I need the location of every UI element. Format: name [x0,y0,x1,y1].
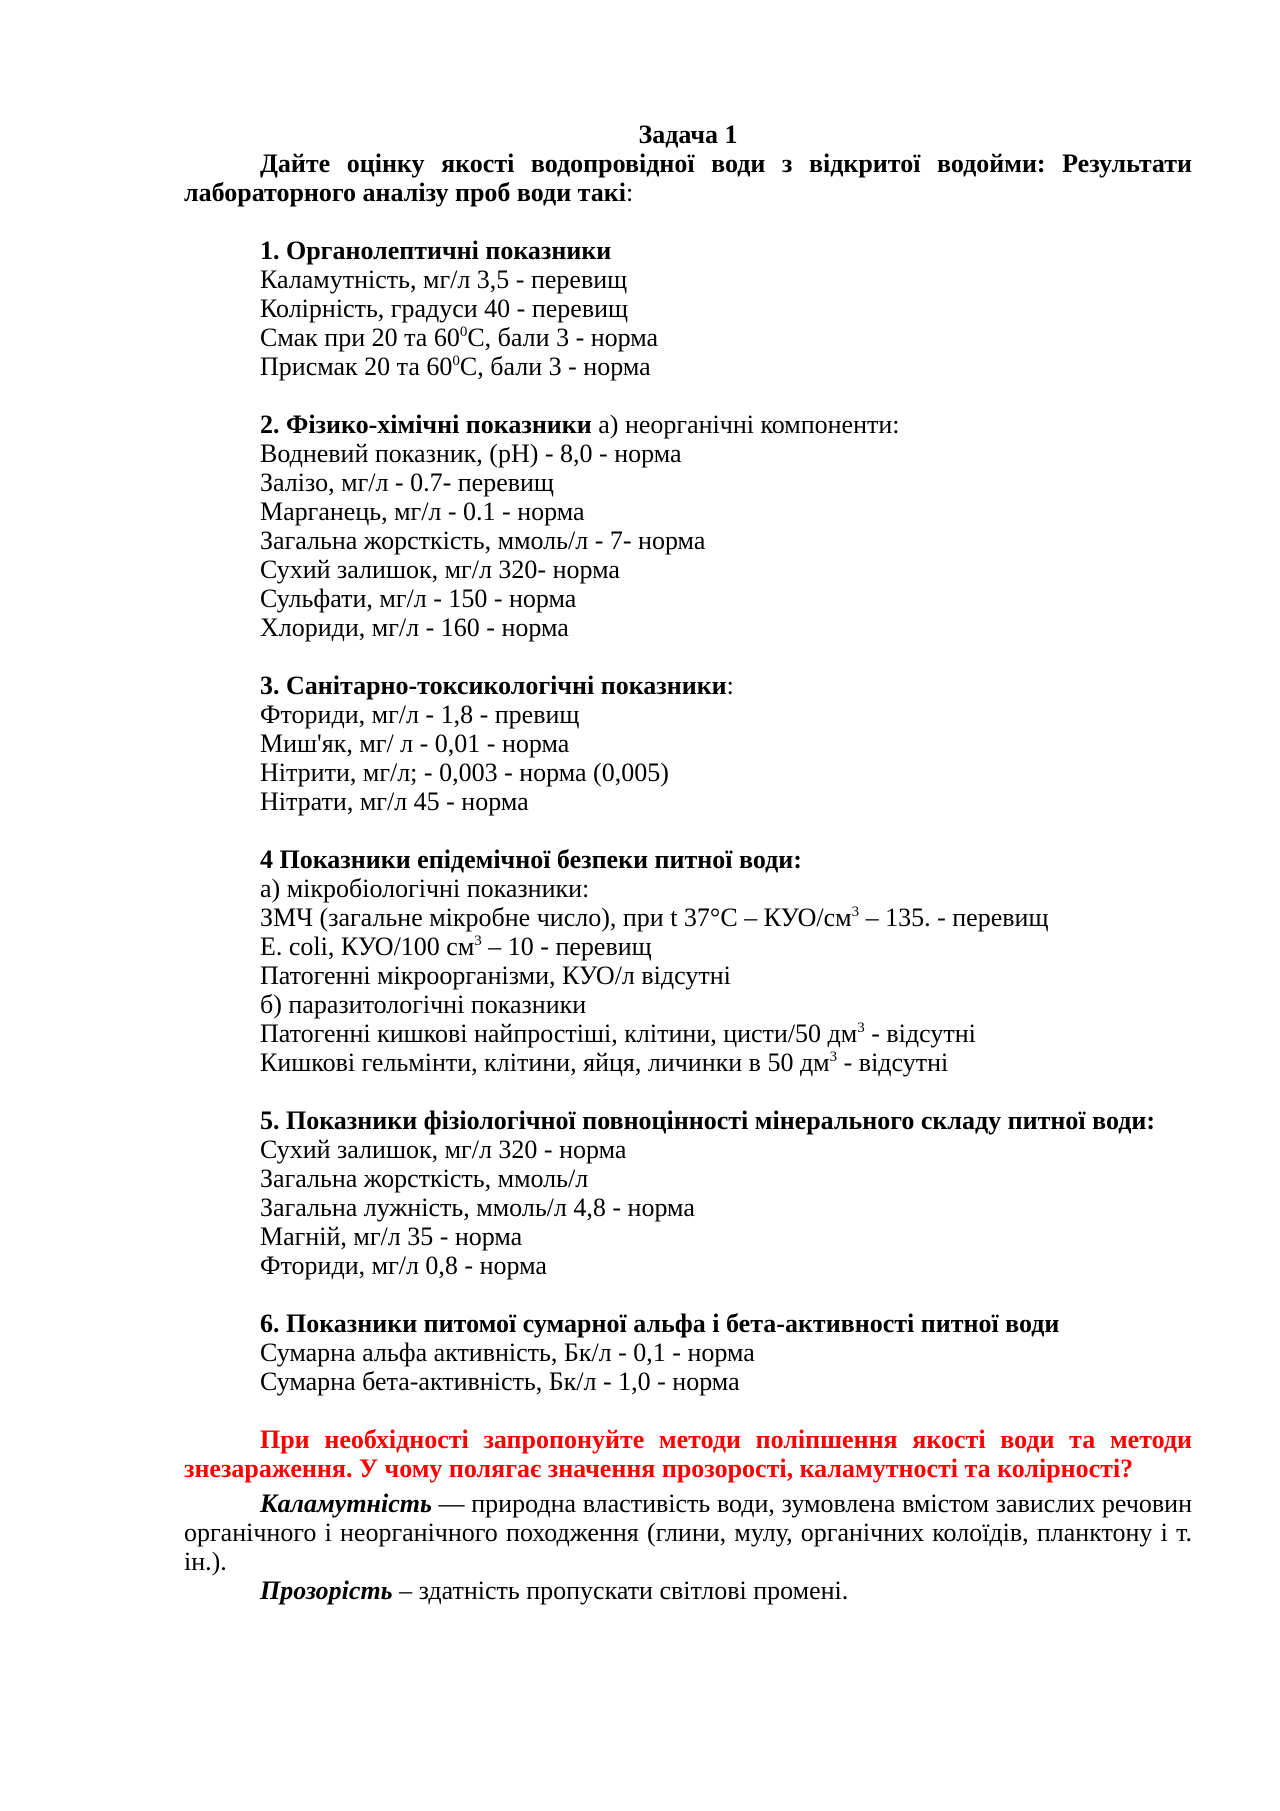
list-item: Водневий показник, (рН) - 8,0 - норма [260,439,682,468]
list-item: Сухий залишок, мг/л 320- норма [260,555,620,584]
list-item: Сумарна бета-активність, Бк/л - 1,0 - норма [260,1367,740,1396]
list-item [260,903,1192,932]
list-item: Хлориди, мг/л - 160 - норма [260,613,569,642]
section-mineral-composition [184,1135,1192,1280]
section-epidemic-safety [184,845,1192,1077]
list-item: Фториди, мг/л 0,8 - норма [260,1251,547,1280]
task-title: Задача 1 [638,120,738,149]
section-2-heading-line [260,410,1192,439]
section-1-heading: 1. Органолептичні показники [260,236,612,265]
question-text: При необхідності запропонуйте методи поліпшення якості води та методи знезараження. У чому полягає значення прозорості, каламутності та колірності? [184,1425,1192,1483]
superscript: 3 [857,1020,865,1036]
section-radioactivity [184,1309,1192,1396]
section-organoleptic [184,236,1192,381]
list-item [260,932,1192,961]
list-item-text: Смак при 20 та 60 [260,323,460,352]
list-item: Патогенні мікроорганізми, КУО/л відсутні [260,961,731,990]
definition-text: — природна властивість води, зумовлена вмістом завислих речовин органічного і неорганічного походження (глини, мулу, органічних колоїдів, планктону і т. ін.). [184,1489,1192,1576]
list-item: Фториди, мг/л - 1,8 - превищ [260,700,580,729]
list-item: Колірність, градуси 40 - перевищ [260,294,629,323]
list-item-text: С, бали 3 - норма [467,323,659,352]
definition-term: Каламутність [260,1489,432,1518]
list-item: Сульфати, мг/л - 150 - норма [260,584,577,613]
list-item: Загальна лужність, ммоль/л 4,8 - норма [260,1193,695,1222]
superscript: 0 [459,324,468,340]
section-5-heading: 5. Показники фізіологічної повноцінності мінерального складу питної води: [260,1106,1155,1135]
definition-turbidity [184,1489,1192,1576]
list-item-text: Присмак 20 та 60 [260,352,453,381]
section-4-heading: 4 Показники епідемічної безпеки питної води: [260,845,802,874]
section-3-heading-line [260,671,1192,700]
list-item: Загальна жорсткість, ммоль/л [260,1164,589,1193]
list-item-text: ЗМЧ (загальне мікробне число), при t 37°С – КУО/см [260,903,852,932]
superscript: 0 [452,353,460,369]
list-item: Каламутність, мг/л 3,5 - перевищ [260,265,628,294]
list-item: а) мікробіологічні показники: [260,874,590,903]
list-item-text: Кишкові гельмінти, клітини, яйця, личинки в 50 дм [260,1048,830,1077]
list-item: Нітрати, мг/л 45 - норма [260,787,529,816]
task-intro-bold: Дайте оцінку якості водопровідної води з відкритої водойми: Результати лабораторного аналізу проб води такі [184,149,1192,207]
list-item-text: - відсутні [864,1019,976,1048]
section-2-heading: 2. Фізико-хімічні показники [260,410,592,439]
list-item: Миш'як, мг/ л - 0,01 - норма [260,729,570,758]
list-item: Марганець, мг/л - 0.1 - норма [260,497,585,526]
list-item-text: E. coli, КУО/100 см [260,932,475,961]
section-sanitary-toxicological [184,671,1192,816]
list-item: Магній, мг/л 35 - норма [260,1222,523,1251]
list-item: Нітрити, мг/л; - 0,003 - норма (0,005) [260,758,669,787]
superscript: 3 [829,1049,838,1065]
superscript: 3 [851,904,860,920]
section-3-colon: : [726,671,734,700]
list-item: Сухий залишок, мг/л 320 - норма [260,1135,627,1164]
section-2-heading-rest: а) неорганічні компоненти: [591,410,900,439]
section-physico-chemical [184,410,1192,642]
list-item-text: Патогенні кишкові найпростіші, клітини, цисти/50 дм [260,1019,858,1048]
list-item [260,352,1192,381]
list-item-text: - відсутні [837,1048,949,1077]
task-intro-colon: : [625,178,634,207]
document-page [184,120,1192,1605]
list-item: Загальна жорсткість, ммоль/л - 7- норма [260,526,706,555]
definition-term: Прозорість [260,1576,393,1605]
list-item [260,1019,1192,1048]
section-6-heading: 6. Показники питомої сумарної альфа і бета-активності питної води [260,1309,1060,1338]
list-item-text: – 10 - перевищ [481,932,652,961]
definition-transparency [184,1576,1192,1605]
definition-text: – здатність пропускати світлові промені. [392,1576,849,1605]
list-item: Залізо, мг/л - 0.7- перевищ [260,468,554,497]
list-item: Сумарна альфа активність, Бк/л - 0,1 - норма [260,1338,755,1367]
list-item-text: – 135. - перевищ [859,903,1049,932]
task-intro [184,149,1192,207]
superscript: 3 [474,933,482,949]
list-item [260,1048,1192,1077]
list-item-text: С, бали 3 - норма [459,352,651,381]
list-item [260,323,1192,352]
section-3-heading: 3. Санітарно-токсикологічні показники [260,671,727,700]
list-item: б) паразитологічні показники [260,990,587,1019]
